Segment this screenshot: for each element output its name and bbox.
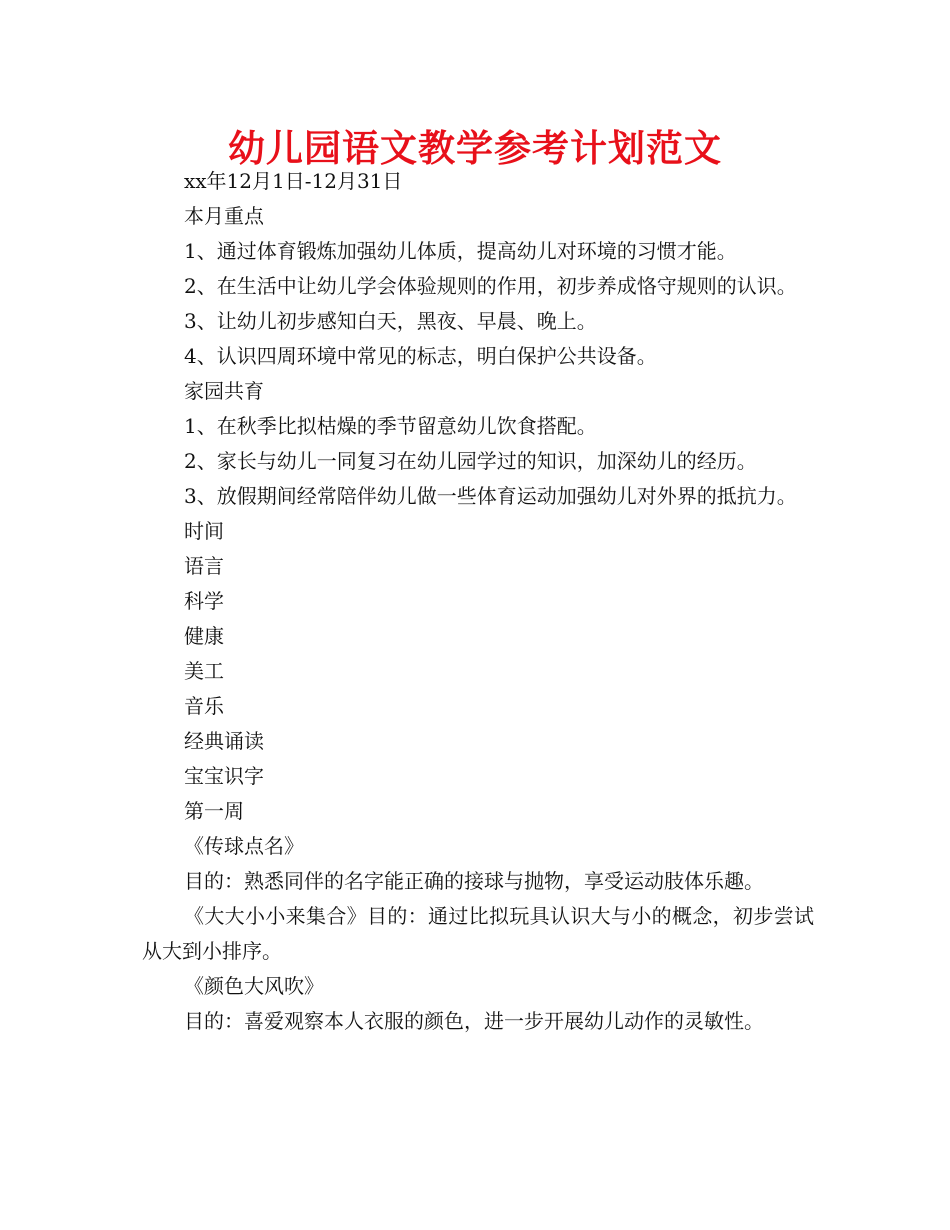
focus-item-2: 2、在生活中让幼儿学会体验规则的作用，初步养成恪守规则的认识。: [184, 274, 797, 298]
subject-language: 语言: [184, 554, 224, 578]
activity-goal-ball-rollcall: 目的：熟悉同伴的名字能正确的接球与抛物，享受运动肢体乐趣。: [184, 869, 764, 893]
activity-title-ball-rollcall: 《传球点名》: [184, 834, 304, 858]
activity-big-small: 《大大小小来集合》目的：通过比拟玩具认识大与小的概念，初步尝试从大到小排序。: [142, 904, 814, 963]
subject-health: 健康: [184, 624, 224, 648]
section-heading-monthly-focus: 本月重点: [184, 204, 264, 228]
subject-science: 科学: [184, 589, 224, 613]
home-school-item-3: 3、放假期间经常陪伴幼儿做一些体育运动加强幼儿对外界的抵抗力。: [184, 484, 797, 508]
date-range: xx年12月1日-12月31日: [184, 169, 403, 193]
week-one-heading: 第一周: [184, 799, 244, 823]
section-heading-home-school: 家园共育: [184, 379, 264, 403]
activity-goal-color-wind: 目的：喜爱观察本人衣服的颜色，进一步开展幼儿动作的灵敏性。: [184, 1009, 764, 1033]
subject-art: 美工: [184, 659, 224, 683]
home-school-item-2: 2、家长与幼儿一同复习在幼儿园学过的知识，加深幼儿的经历。: [184, 449, 757, 473]
subject-classic-reading: 经典诵读: [184, 729, 264, 753]
focus-item-1: 1、通过体育锻炼加强幼儿体质，提高幼儿对环境的习惯才能。: [184, 239, 737, 263]
document-body: [142, 164, 814, 1039]
subject-literacy: 宝宝识字: [184, 764, 264, 788]
focus-item-4: 4、认识四周环境中常见的标志，明白保护公共设备。: [184, 344, 657, 368]
focus-item-3: 3、让幼儿初步感知白天，黑夜、早晨、晚上。: [184, 309, 597, 333]
label-time: 时间: [184, 519, 224, 543]
activity-title-color-wind: 《颜色大风吹》: [184, 974, 324, 998]
home-school-item-1: 1、在秋季比拟枯燥的季节留意幼儿饮食搭配。: [184, 414, 597, 438]
document-title: 幼儿园语文教学参考计划范文: [228, 127, 722, 170]
subject-music: 音乐: [184, 694, 224, 718]
